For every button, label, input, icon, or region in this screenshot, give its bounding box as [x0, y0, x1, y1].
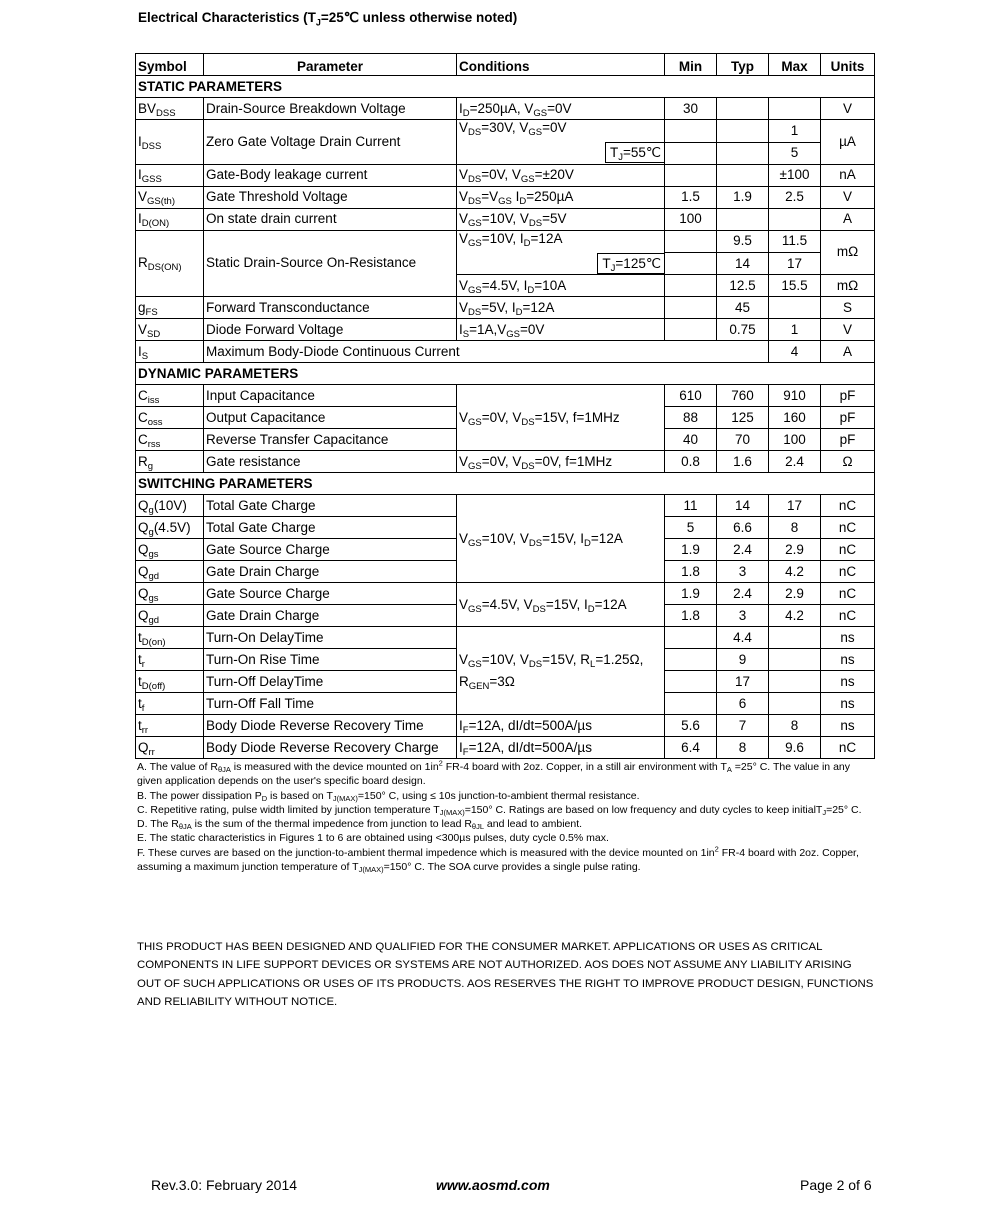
min-cell: 6.4 [665, 737, 717, 759]
conditions-cell: $I_S=1A,V_{GS}=0V$ [457, 319, 665, 341]
max-cell [769, 671, 821, 693]
typ-cell: 2.4 [717, 539, 769, 561]
parameter-cell: Drain-Source Breakdown Voltage [204, 98, 457, 120]
parameter-cell: Total Gate Charge [204, 517, 457, 539]
symbol-cell: $C_{oss}$ [136, 407, 204, 429]
conditions-cell: $V_{GS}=0V$, $V_{DS}=15V$, f=1MHz [457, 385, 665, 451]
section-dynamic: DYNAMIC PARAMETERS [136, 363, 875, 385]
max-cell: 9.6 [769, 737, 821, 759]
min-cell [665, 671, 717, 693]
max-cell: ±100 [769, 164, 821, 186]
typ-cell: 45 [717, 297, 769, 319]
website-link[interactable]: www.aosmd.com [436, 1177, 550, 1193]
parameter-cell: Body Diode Reverse Recovery Charge [204, 737, 457, 759]
symbol-cell: $C_{iss}$ [136, 385, 204, 407]
conditions-cell: $I_F=12A$, dI/dt=500A/µs [457, 737, 665, 759]
conditions-cell: $I_D=250\mu A$, $V_{GS}=0V$ [457, 98, 665, 120]
typ-cell [717, 208, 769, 230]
parameter-cell: Gate Source Charge [204, 583, 457, 605]
footnote-c: C. Repetitive rating, pulse width limited by junction temperature $T_{J(MAX)}=150^\circ$ C. Ratings are based on low frequency and duty cycles to keep initialT$_J$=25° C. [137, 803, 862, 817]
min-cell: 0.8 [665, 451, 717, 473]
units-cell: V [821, 186, 875, 208]
symbol-cell: $Q_{gd}$ [136, 561, 204, 583]
min-cell: 610 [665, 385, 717, 407]
min-cell [665, 319, 717, 341]
max-cell: 8 [769, 715, 821, 737]
header-typ: Typ [717, 54, 769, 76]
min-cell: 1.5 [665, 186, 717, 208]
footnote-d: D. The $R_{\theta JA}$ is the sum of the thermal impedence from junction to lead $R_{\theta JL}$ and lead to ambient. [137, 818, 583, 832]
typ-cell: 9.5 [717, 230, 769, 253]
symbol-cell: $t_{D(on)}$ [136, 627, 204, 649]
max-cell [769, 297, 821, 319]
max-cell: 8 [769, 517, 821, 539]
parameter-cell: Gate resistance [204, 451, 457, 473]
min-cell: 1.9 [665, 583, 717, 605]
symbol-cell: $V_{SD}$ [136, 319, 204, 341]
units-cell: nC [821, 561, 875, 583]
typ-cell [717, 142, 769, 164]
units-cell: ns [821, 693, 875, 715]
symbol-cell: $t_r$ [136, 649, 204, 671]
conditions-cell: $V_{DS}=V_{GS}$ $I_D=250\mu A$ [457, 186, 665, 208]
units-cell: nA [821, 164, 875, 186]
units-cell: V [821, 98, 875, 120]
min-cell [665, 253, 717, 275]
footnote-a: A. The value of $R_{\theta JA}$ is measured with the device mounted on $1in^2$ FR-4 board with 2oz. Copper, in a still air environment with $T_A =25^\circ$ C. The value in any given application depends on the user's specific board design. [137, 758, 850, 788]
units-cell: V [821, 319, 875, 341]
table-row [136, 120, 875, 143]
max-cell: 2.5 [769, 186, 821, 208]
units-cell: nC [821, 737, 875, 759]
typ-cell: 70 [717, 429, 769, 451]
typ-cell: 6 [717, 693, 769, 715]
table-row [136, 319, 875, 341]
min-cell [665, 693, 717, 715]
max-cell: 15.5 [769, 275, 821, 297]
conditions-cell: $V_{DS}=0V$, $V_{GS}=\pm 20V$ [457, 164, 665, 186]
parameter-cell: Reverse Transfer Capacitance [204, 429, 457, 451]
section-switching: SWITCHING PARAMETERS [136, 473, 875, 495]
units-cell: pF [821, 407, 875, 429]
typ-cell [717, 98, 769, 120]
table-row [136, 627, 875, 649]
parameter-cell: Total Gate Charge [204, 495, 457, 517]
header-min: Min [665, 54, 717, 76]
symbol-cell: $Q_{gd}$ [136, 605, 204, 627]
typ-cell: 14 [717, 495, 769, 517]
max-cell: 2.9 [769, 539, 821, 561]
units-cell: µA [821, 120, 875, 165]
typ-cell: 125 [717, 407, 769, 429]
min-cell: 40 [665, 429, 717, 451]
max-cell: 17 [769, 495, 821, 517]
parameter-cell: Maximum Body-Diode Continuous Current [204, 341, 769, 363]
footnote-e: E. The static characteristics in Figures 1 to 6 are obtained using <300µs pulses, duty cycle 0.5% max. [137, 832, 609, 845]
typ-cell: 8 [717, 737, 769, 759]
typ-cell: 0.75 [717, 319, 769, 341]
table-row [136, 341, 875, 363]
units-cell: nC [821, 495, 875, 517]
max-cell: 910 [769, 385, 821, 407]
symbol-cell: $I_{D(ON)}$ [136, 208, 204, 230]
min-cell: 1.8 [665, 561, 717, 583]
units-cell: nC [821, 539, 875, 561]
parameter-cell: Turn-Off Fall Time [204, 693, 457, 715]
min-cell [665, 275, 717, 297]
typ-cell: 4.4 [717, 627, 769, 649]
min-cell [665, 142, 717, 164]
symbol-cell: $R_{DS(ON)}$ [136, 230, 204, 297]
table-row [136, 230, 875, 253]
symbol-cell: $g_{FS}$ [136, 297, 204, 319]
conditions-cell: $I_F=12A$, dI/dt=500A/µs [457, 715, 665, 737]
min-cell [665, 297, 717, 319]
footnotes [137, 760, 877, 874]
min-cell [665, 230, 717, 253]
conditions-cell [457, 253, 665, 275]
parameter-cell: Gate Threshold Voltage [204, 186, 457, 208]
symbol-cell: $V_{GS(th)}$ [136, 186, 204, 208]
header-conditions: Conditions [457, 54, 665, 76]
symbol-cell: $C_{rss}$ [136, 429, 204, 451]
section-row [136, 76, 875, 98]
min-cell: 5 [665, 517, 717, 539]
section-row [136, 363, 875, 385]
symbol-cell: $Q_g(10V)$ [136, 495, 204, 517]
min-cell: 1.8 [665, 605, 717, 627]
symbol-cell: $I_{GSS}$ [136, 164, 204, 186]
symbol-cell: $R_g$ [136, 451, 204, 473]
typ-cell [717, 120, 769, 143]
conditions-cell: $V_{DS}=30V$, $V_{GS}=0V$ [457, 120, 665, 143]
conditions-cell: $V_{DS}=5V$, $I_D=12A$ [457, 297, 665, 319]
max-cell: 1 [769, 319, 821, 341]
max-cell: 4.2 [769, 561, 821, 583]
table-row [136, 164, 875, 186]
conditions-cell: $V_{GS}=10V$, $V_{DS}=15V$, $I_D=12A$ [457, 495, 665, 583]
table-row [136, 715, 875, 737]
typ-cell: 17 [717, 671, 769, 693]
max-cell: 4.2 [769, 605, 821, 627]
units-cell: ns [821, 627, 875, 649]
typ-cell: 2.4 [717, 583, 769, 605]
units-cell: A [821, 208, 875, 230]
symbol-cell: $t_{D(off)}$ [136, 671, 204, 693]
max-cell [769, 693, 821, 715]
min-cell: 88 [665, 407, 717, 429]
parameter-cell: Static Drain-Source On-Resistance [204, 230, 457, 297]
symbol-cell: $t_{rr}$ [136, 715, 204, 737]
typ-cell: 12.5 [717, 275, 769, 297]
max-cell [769, 649, 821, 671]
conditions-cell: $V_{GS}=10V$, $V_{DS}=15V$, $R_L=1.25\Omega$, $R_{GEN}=3\Omega$ [457, 627, 665, 715]
max-cell: 4 [769, 341, 821, 363]
max-cell [769, 627, 821, 649]
footnote-b: B. The power dissipation $P_D$ is based on $T_{J(MAX)}=150^\circ$ C, using ≤ 10s junction-to-ambient thermal resistance. [137, 789, 640, 803]
symbol-cell: $Q_{rr}$ [136, 737, 204, 759]
max-cell: 17 [769, 253, 821, 275]
units-cell: S [821, 297, 875, 319]
units-cell: pF [821, 429, 875, 451]
parameter-cell: Turn-On Rise Time [204, 649, 457, 671]
typ-cell: 9 [717, 649, 769, 671]
table-row [136, 98, 875, 120]
parameter-cell: Gate Drain Charge [204, 561, 457, 583]
table-row [136, 737, 875, 759]
typ-cell: 14 [717, 253, 769, 275]
symbol-cell: $I_S$ [136, 341, 204, 363]
table-row [136, 297, 875, 319]
max-cell: 2.4 [769, 451, 821, 473]
min-cell: 30 [665, 98, 717, 120]
min-cell: 11 [665, 495, 717, 517]
table-row [136, 385, 875, 407]
max-cell [769, 208, 821, 230]
table-row [136, 451, 875, 473]
page-number: Page 2 of 6 [800, 1177, 872, 1193]
typ-cell: 1.9 [717, 186, 769, 208]
symbol-cell: $Q_g(4.5V)$ [136, 517, 204, 539]
table-row [136, 186, 875, 208]
max-cell: 160 [769, 407, 821, 429]
tj-subcondition: $T_J=125℃$ [597, 253, 664, 274]
parameter-cell: Forward Transconductance [204, 297, 457, 319]
units-cell: mΩ [821, 230, 875, 275]
symbol-cell: $Q_{gs}$ [136, 583, 204, 605]
footnote-f: F. These curves are based on the junction-to-ambient thermal impedence which is measured with the device mounted on $1in^2$ FR-4 board with 2oz. Copper, assuming a maximum junction temperature of $T_{J(MAX)}=150^\circ$ C. The SOA curve provides a single pulse rating. [137, 844, 859, 875]
max-cell [769, 98, 821, 120]
conditions-cell: $V_{GS}=4.5V$, $V_{DS}=15V$, $I_D=12A$ [457, 583, 665, 627]
revision-label: Rev.3.0: February 2014 [151, 1177, 298, 1193]
typ-cell: 760 [717, 385, 769, 407]
parameter-cell: Output Capacitance [204, 407, 457, 429]
units-cell: pF [821, 385, 875, 407]
parameter-cell: Gate Drain Charge [204, 605, 457, 627]
max-cell: 2.9 [769, 583, 821, 605]
units-cell: ns [821, 671, 875, 693]
parameter-cell: Gate Source Charge [204, 539, 457, 561]
min-cell: 5.6 [665, 715, 717, 737]
table-header-row [136, 54, 875, 76]
header-symbol: Symbol [136, 54, 204, 76]
conditions-cell: $V_{GS}=10V$, $I_D=12A$ [457, 230, 665, 253]
units-cell: ns [821, 649, 875, 671]
min-cell: 1.9 [665, 539, 717, 561]
disclaimer-text: THIS PRODUCT HAS BEEN DESIGNED AND QUALIFIED FOR THE CONSUMER MARKET. APPLICATIONS OR USES AS CRITICAL COMPONENTS IN LIFE SUPPORT DEVICES OR SYSTEMS ARE NOT AUTHORIZED. AOS DOES NOT ASSUME ANY LIABILITY ARISING OUT OF SUCH APPLICATIONS OR USES OF ITS PRODUCTS. AOS RESERVES THE RIGHT TO IMPROVE PRODUCT DESIGN, FUNCTIONS AND RELIABILITY WITHOUT NOTICE. [137, 941, 874, 1008]
units-cell: nC [821, 583, 875, 605]
max-cell: 5 [769, 142, 821, 164]
table-row [136, 583, 875, 605]
conditions-cell: $V_{GS}=0V$, $V_{DS}=0V$, f=1MHz [457, 451, 665, 473]
min-cell [665, 649, 717, 671]
max-cell: 100 [769, 429, 821, 451]
units-cell: mΩ [821, 275, 875, 297]
typ-cell: 7 [717, 715, 769, 737]
electrical-characteristics-table [135, 53, 875, 759]
typ-cell: 3 [717, 605, 769, 627]
typ-cell: 1.6 [717, 451, 769, 473]
units-cell: Ω [821, 451, 875, 473]
section-static: STATIC PARAMETERS [136, 76, 875, 98]
units-cell: nC [821, 517, 875, 539]
conditions-cell: $V_{GS}=10V$, $V_{DS}=5V$ [457, 208, 665, 230]
section-row [136, 473, 875, 495]
conditions-cell: $V_{GS}=4.5V$, $I_D=10A$ [457, 275, 665, 297]
min-cell: 100 [665, 208, 717, 230]
max-cell: 11.5 [769, 230, 821, 253]
conditions-cell [457, 142, 665, 164]
max-cell: 1 [769, 120, 821, 143]
parameter-cell: Gate-Body leakage current [204, 164, 457, 186]
parameter-cell: Turn-Off DelayTime [204, 671, 457, 693]
units-cell: ns [821, 715, 875, 737]
symbol-cell: $I_{DSS}$ [136, 120, 204, 165]
parameter-cell: Zero Gate Voltage Drain Current [204, 120, 457, 165]
units-cell: nC [821, 605, 875, 627]
parameter-cell: Diode Forward Voltage [204, 319, 457, 341]
parameter-cell: Turn-On DelayTime [204, 627, 457, 649]
page-title: Electrical Characteristics ($T_J=25℃$ unless otherwise noted) [138, 10, 518, 28]
symbol-cell: $t_f$ [136, 693, 204, 715]
parameter-cell: Input Capacitance [204, 385, 457, 407]
header-units: Units [821, 54, 875, 76]
typ-cell: 6.6 [717, 517, 769, 539]
tj-subcondition: $T_J=55℃$ [605, 142, 665, 163]
table-row [136, 208, 875, 230]
header-parameter: Parameter [204, 54, 457, 76]
typ-cell: 3 [717, 561, 769, 583]
typ-cell [717, 164, 769, 186]
symbol-cell: $BV_{DSS}$ [136, 98, 204, 120]
table-row [136, 495, 875, 517]
units-cell: A [821, 341, 875, 363]
min-cell [665, 120, 717, 143]
min-cell [665, 164, 717, 186]
symbol-cell: $Q_{gs}$ [136, 539, 204, 561]
parameter-cell: On state drain current [204, 208, 457, 230]
min-cell [665, 627, 717, 649]
header-max: Max [769, 54, 821, 76]
parameter-cell: Body Diode Reverse Recovery Time [204, 715, 457, 737]
